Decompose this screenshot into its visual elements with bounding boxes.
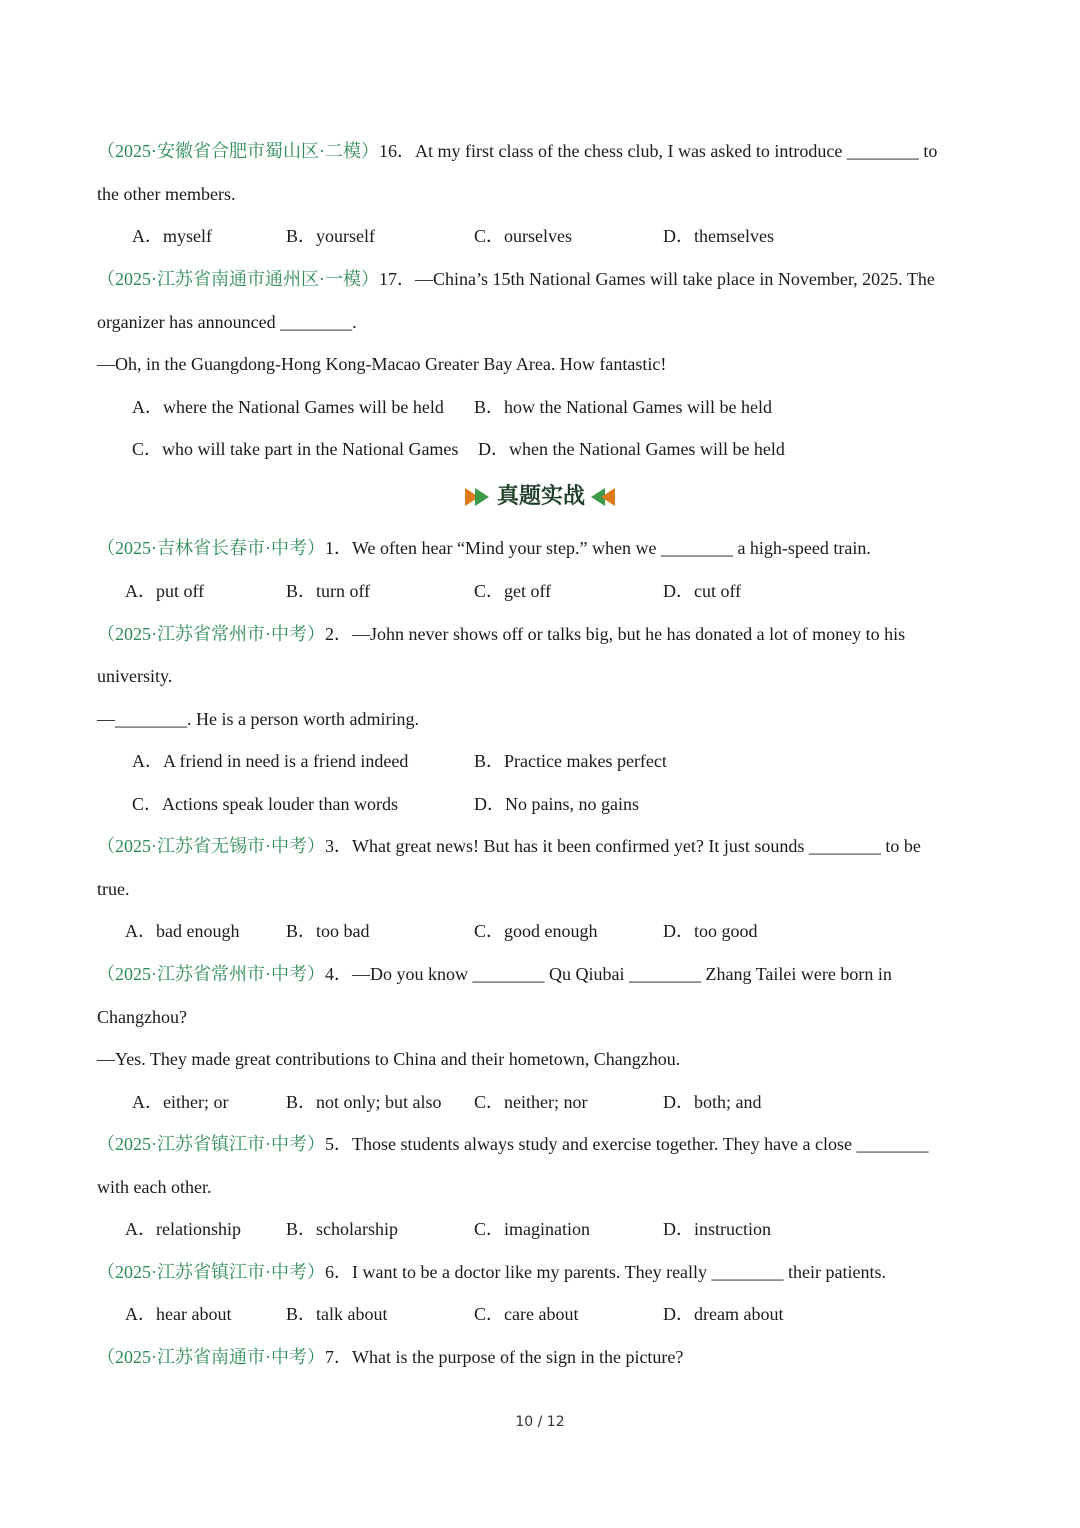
question-source: （2025·江苏省镇江市·中考） bbox=[97, 1134, 325, 1154]
option-c: C．who will take part in the National Games bbox=[132, 439, 459, 459]
option-a: A．myself bbox=[132, 226, 212, 246]
option-a: A．put off bbox=[125, 581, 205, 601]
option-b: B．turn off bbox=[286, 581, 371, 601]
question-source: （2025·吉林省长春市·中考） bbox=[97, 538, 325, 558]
option-d: D．when the National Games will be held bbox=[478, 439, 785, 459]
option-d: D．dream about bbox=[663, 1304, 784, 1324]
section-banner bbox=[465, 481, 615, 513]
question-16-line-2: the other members. bbox=[97, 184, 236, 204]
option-c: C．imagination bbox=[474, 1219, 590, 1239]
question-stem: 5．Those students always study and exercise together. They have a close ________ bbox=[325, 1134, 929, 1154]
question-16-line-1 bbox=[97, 139, 985, 163]
question-7-line-1 bbox=[97, 1345, 985, 1369]
arrow-right-icon bbox=[475, 488, 489, 506]
question-source: （2025·江苏省常州市·中考） bbox=[97, 964, 325, 984]
option-a: A．bad enough bbox=[125, 921, 240, 941]
question-stem: 2．—John never shows off or talks big, but he has donated a lot of money to his bbox=[325, 624, 906, 644]
question-4-line-2: Changzhou? bbox=[97, 1007, 187, 1027]
question-stem: 4．—Do you know ________ Qu Qiubai ________ Zhang Tailei were born in bbox=[325, 964, 892, 984]
question-source: （2025·江苏省南通市·中考） bbox=[97, 1347, 325, 1367]
option-a: A．hear about bbox=[125, 1304, 232, 1324]
option-c: C．neither; nor bbox=[474, 1092, 588, 1112]
question-stem: 17．—China’s 15th National Games will take place in November, 2025. The bbox=[379, 269, 935, 289]
option-b: B．how the National Games will be held bbox=[474, 397, 772, 417]
question-17-line-2: organizer has announced ________. bbox=[97, 312, 357, 332]
section-title: 真题实战 bbox=[496, 484, 585, 509]
question-2-line-3: —________. He is a person worth admiring. bbox=[97, 709, 419, 729]
option-d: D．themselves bbox=[663, 226, 774, 246]
option-c: C．care about bbox=[474, 1304, 579, 1324]
page-number: 10 / 12 bbox=[515, 1414, 565, 1430]
option-d: D．instruction bbox=[663, 1219, 771, 1239]
question-4-line-3: —Yes. They made great contributions to China and their hometown, Changzhou. bbox=[97, 1049, 681, 1069]
option-d: D．too good bbox=[663, 921, 758, 941]
option-c: C．Actions speak louder than words bbox=[132, 794, 398, 814]
question-2-line-2: university. bbox=[97, 666, 173, 686]
question-3-line-1 bbox=[97, 834, 985, 858]
question-17-line-3: —Oh, in the Guangdong-Hong Kong-Macao Greater Bay Area. How fantastic! bbox=[97, 354, 667, 374]
question-stem: 16．At my first class of the chess club, I was asked to introduce ________ to bbox=[379, 141, 938, 161]
question-source: （2025·江苏省镇江市·中考） bbox=[97, 1262, 325, 1282]
question-stem: 7．What is the purpose of the sign in the picture? bbox=[325, 1347, 684, 1367]
option-b: B．not only; but also bbox=[286, 1092, 442, 1112]
option-b: B．talk about bbox=[286, 1304, 388, 1324]
question-source: （2025·安徽省合肥市蜀山区·二模） bbox=[97, 141, 379, 161]
option-a: A．relationship bbox=[125, 1219, 241, 1239]
question-2-line-1 bbox=[97, 622, 985, 646]
question-1-line-1 bbox=[97, 536, 985, 560]
question-stem: 3．What great news! But has it been confirmed yet? It just sounds ________ to be bbox=[325, 836, 921, 856]
question-4-line-1 bbox=[97, 962, 985, 986]
question-source: （2025·江苏省无锡市·中考） bbox=[97, 836, 325, 856]
option-a: A．either; or bbox=[132, 1092, 229, 1112]
option-a: A．where the National Games will be held bbox=[132, 397, 444, 417]
option-b: B．yourself bbox=[286, 226, 375, 246]
question-5-line-1 bbox=[97, 1132, 985, 1156]
option-c: C．get off bbox=[474, 581, 552, 601]
option-a: A．A friend in need is a friend indeed bbox=[132, 751, 409, 771]
option-b: B．Practice makes perfect bbox=[474, 751, 667, 771]
option-c: C．ourselves bbox=[474, 226, 572, 246]
question-stem: 1．We often hear “Mind your step.” when we ________ a high-speed train. bbox=[325, 538, 871, 558]
question-5-line-2: with each other. bbox=[97, 1177, 212, 1197]
question-6-line-1 bbox=[97, 1260, 985, 1284]
option-b: B．too bad bbox=[286, 921, 370, 941]
option-c: C．good enough bbox=[474, 921, 598, 941]
question-17-line-1 bbox=[97, 267, 985, 291]
arrow-left-icon bbox=[601, 488, 615, 506]
question-source: （2025·江苏省南通市通州区·一模） bbox=[97, 269, 379, 289]
question-3-line-2: true. bbox=[97, 879, 130, 899]
option-d: D．cut off bbox=[663, 581, 742, 601]
question-source: （2025·江苏省常州市·中考） bbox=[97, 624, 325, 644]
option-d: D．No pains, no gains bbox=[474, 794, 639, 814]
question-stem: 6．I want to be a doctor like my parents. They really ________ their patients. bbox=[325, 1262, 887, 1282]
option-d: D．both; and bbox=[663, 1092, 762, 1112]
option-b: B．scholarship bbox=[286, 1219, 398, 1239]
